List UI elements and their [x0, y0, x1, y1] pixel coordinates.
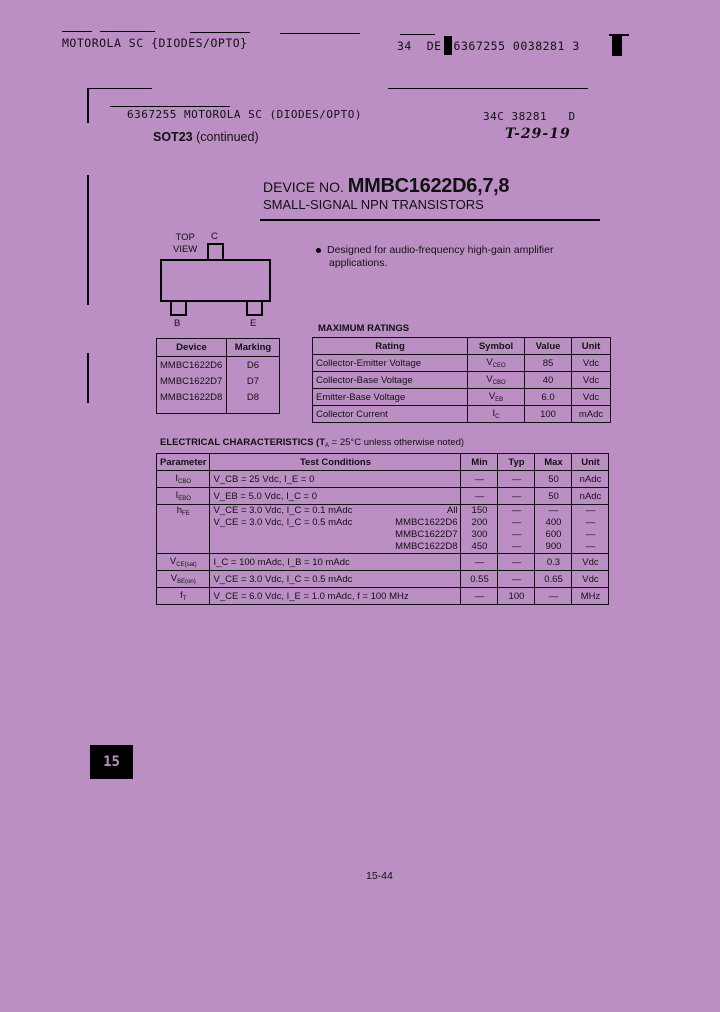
- typ-cell: —: [498, 471, 535, 488]
- registration-bar-icon: [612, 34, 622, 56]
- page-border-left: [87, 175, 89, 305]
- device-subtitle: SMALL-SIGNAL NPN TRANSISTORS: [263, 197, 484, 212]
- param: V: [170, 573, 178, 584]
- symbol-cell: [468, 389, 525, 406]
- scan-header-code: 6367255 0038281 3: [453, 38, 580, 53]
- max-ratings-table: [312, 337, 611, 423]
- base-pin-icon: [170, 301, 187, 316]
- value-cell: 85: [525, 355, 572, 372]
- value-cell: 6.0: [525, 389, 572, 406]
- rating-cell: Collector Current: [313, 406, 468, 423]
- table-row: [313, 372, 611, 389]
- hfe-max: 400: [545, 517, 562, 528]
- header-rule: [110, 106, 230, 107]
- symbol-cell: [468, 355, 525, 372]
- param: I: [175, 473, 179, 484]
- hfe-min: 150: [471, 505, 488, 516]
- hfe-device: MMBC1622D7: [395, 529, 458, 540]
- symbol-sub: EB: [495, 397, 504, 403]
- col-header-conditions: Test Conditions: [210, 454, 461, 471]
- min-cell: —: [461, 471, 498, 488]
- page-border-left: [87, 88, 89, 123]
- unit-cell: Vdc: [572, 372, 611, 389]
- feature-text: Designed for audio-frequency high-gain amplifier: [327, 244, 554, 256]
- device-title: [263, 175, 509, 198]
- marking-cell: D8: [227, 389, 280, 405]
- typ-cell: —: [498, 571, 535, 588]
- scan-header-left: MOTOROLA SC {DIODES/OPTO}: [62, 36, 248, 50]
- param-cell: [157, 571, 210, 588]
- hfe-max: 600: [545, 529, 562, 540]
- value-cell: 100: [525, 406, 572, 423]
- scan-header-prefix: 34 DE: [397, 38, 442, 53]
- hfe-device: MMBC1622D6: [395, 517, 458, 528]
- page-border-top: [388, 88, 588, 89]
- value-cell: 40: [525, 372, 572, 389]
- section-title: [153, 130, 259, 144]
- hfe-min: 450: [471, 541, 488, 552]
- typ-cell: 100: [498, 588, 535, 605]
- hfe-condition-1: V_CE = 3.0 Vdc, I_C = 0.1 mAdc: [213, 505, 353, 516]
- hfe-typ: —: [511, 541, 522, 552]
- title-rule: [260, 219, 600, 221]
- table-row: [157, 357, 280, 374]
- col-header-max: Max: [535, 454, 572, 471]
- condition-cell: [210, 505, 461, 554]
- param-sub: BE(on): [177, 579, 196, 585]
- symbol-cell: [468, 372, 525, 389]
- max-ratings-title: MAXIMUM RATINGS: [318, 323, 410, 334]
- hfe-device: MMBC1622D8: [395, 541, 458, 552]
- scan-rule: [62, 31, 92, 32]
- spacer-cell: [157, 405, 227, 414]
- rating-cell: Collector-Emitter Voltage: [313, 355, 468, 372]
- electrical-title-bold: ELECTRICAL CHARACTERISTICS: [160, 437, 314, 448]
- col-header-rating: Rating: [313, 338, 468, 355]
- top-view-label: [173, 232, 197, 256]
- sot23-package-icon: [160, 259, 271, 302]
- col-header-unit: Unit: [572, 454, 609, 471]
- rating-cell: Emitter-Base Voltage: [313, 389, 468, 406]
- param: V: [169, 556, 177, 567]
- unit-cell: Vdc: [572, 571, 609, 588]
- max-cell: 50: [535, 488, 572, 505]
- table-row: [157, 488, 609, 505]
- unit-cell: MHz: [572, 588, 609, 605]
- bullet-icon: [316, 248, 321, 253]
- table-row: [157, 405, 280, 414]
- electrical-title-paren: (T: [313, 437, 326, 448]
- table-row: [157, 373, 280, 389]
- condition-cell: V_CE = 6.0 Vdc, I_E = 1.0 mAdc, f = 100 MHz: [210, 588, 461, 605]
- param-sub: CE(sat): [176, 562, 197, 568]
- symbol: V: [488, 391, 496, 402]
- page-number: 15-44: [366, 870, 393, 882]
- param-cell: [157, 588, 210, 605]
- unit-cell: Vdc: [572, 389, 611, 406]
- param-sub: CBO: [178, 479, 192, 485]
- max-cell: [535, 505, 572, 554]
- unit-cell: nAdc: [572, 471, 609, 488]
- hfe-min: 200: [471, 517, 488, 528]
- hfe-unit: —: [585, 505, 596, 516]
- col-header-marking: Marking: [227, 339, 280, 357]
- page-section-tab: 15: [90, 745, 133, 779]
- section-title-rest: (continued): [192, 130, 259, 144]
- device-cell: MMBC1622D7: [157, 373, 227, 389]
- hfe-min: 300: [471, 529, 488, 540]
- typ-cell: —: [498, 488, 535, 505]
- param-sub: EBO: [178, 496, 191, 502]
- param: f: [180, 590, 183, 601]
- scan-rule: [400, 34, 435, 35]
- max-cell: 0.3: [535, 554, 572, 571]
- symbol: V: [486, 357, 493, 368]
- hfe-unit: —: [585, 517, 596, 528]
- registration-mark-icon: [444, 36, 452, 55]
- hfe-typ: —: [511, 529, 522, 540]
- scan-header-right: [397, 36, 580, 55]
- marking-cell: D7: [227, 373, 280, 389]
- table-row: [157, 389, 280, 405]
- min-cell: —: [461, 554, 498, 571]
- symbol-sub: CEO: [492, 363, 506, 369]
- page-header-left: 6367255 MOTOROLA SC (DIODES/OPTO): [127, 108, 363, 121]
- table-row: [157, 571, 609, 588]
- device-prefix: DEVICE NO.: [263, 179, 348, 195]
- condition-cell: V_CE = 3.0 Vdc, I_C = 0.5 mAdc: [210, 571, 461, 588]
- table-row: [157, 554, 609, 571]
- table-row: [313, 389, 611, 406]
- hfe-unit: —: [585, 529, 596, 540]
- electrical-table: [156, 453, 609, 605]
- typ-cell: —: [498, 554, 535, 571]
- pin-e-label: E: [250, 318, 257, 329]
- electrical-title-end: = 25°C unless otherwise noted): [329, 437, 465, 448]
- feature-text-cont: applications.: [329, 257, 388, 269]
- feature-bullet: [316, 244, 576, 270]
- table-row-hfe: [157, 505, 609, 554]
- emitter-pin-icon: [246, 301, 263, 316]
- hfe-unit: —: [585, 541, 596, 552]
- param-cell: [157, 471, 210, 488]
- col-header-symbol: Symbol: [468, 338, 525, 355]
- hfe-max: 900: [545, 541, 562, 552]
- symbol-cell: [468, 406, 525, 423]
- table-row: [157, 471, 609, 488]
- table-row: [313, 406, 611, 423]
- unit-cell: mAdc: [572, 406, 611, 423]
- marking-table: [156, 338, 280, 414]
- min-cell: 0.55: [461, 571, 498, 588]
- pin-b-label: B: [174, 318, 181, 329]
- collector-pin-icon: [207, 243, 224, 260]
- page-header-right: 34C 38281 D: [483, 110, 576, 123]
- top-label: TOP: [175, 232, 195, 243]
- marking-cell: D6: [227, 357, 280, 374]
- col-header-device: Device: [157, 339, 227, 357]
- hfe-typ: —: [511, 517, 522, 528]
- hfe-max: —: [548, 505, 559, 516]
- handwritten-note: T-29-19: [505, 126, 571, 142]
- table-row: [313, 355, 611, 372]
- param: h: [176, 505, 183, 516]
- scan-rule: [280, 33, 360, 34]
- scan-rule: [190, 32, 250, 33]
- condition-cell: V_CB = 25 Vdc, I_E = 0: [210, 471, 461, 488]
- param-sub: T: [182, 596, 187, 602]
- device-cell: MMBC1622D6: [157, 357, 227, 374]
- scan-rule: [100, 31, 155, 32]
- col-header-unit: Unit: [572, 338, 611, 355]
- unit-cell: nAdc: [572, 488, 609, 505]
- param-cell: [157, 488, 210, 505]
- pin-c-label: C: [211, 231, 218, 242]
- electrical-title-sub: A: [325, 443, 330, 449]
- page-border-left: [87, 353, 89, 403]
- table-row: [157, 588, 609, 605]
- symbol: I: [492, 408, 496, 419]
- hfe-typ: —: [511, 505, 522, 516]
- electrical-title: [160, 437, 464, 449]
- max-cell: —: [535, 588, 572, 605]
- spacer-cell: [227, 405, 280, 414]
- min-cell: —: [461, 488, 498, 505]
- section-title-bold: SOT23: [153, 130, 193, 144]
- page-border-top: [87, 88, 152, 89]
- hfe-device: All: [446, 505, 458, 516]
- hfe-condition-2: V_CE = 3.0 Vdc, I_C = 0.5 mAdc: [213, 517, 353, 528]
- symbol: V: [486, 374, 493, 385]
- col-header-parameter: Parameter: [157, 454, 210, 471]
- param-sub: FE: [182, 511, 190, 517]
- unit-cell: [572, 505, 609, 554]
- condition-cell: I_C = 100 mAdc, I_B = 10 mAdc: [210, 554, 461, 571]
- param-cell: [157, 505, 210, 554]
- rating-cell: Collector-Base Voltage: [313, 372, 468, 389]
- view-label: VIEW: [173, 244, 198, 255]
- param: I: [175, 490, 179, 501]
- min-cell: —: [461, 588, 498, 605]
- max-cell: 50: [535, 471, 572, 488]
- min-cell: [461, 505, 498, 554]
- condition-cell: V_EB = 5.0 Vdc, I_C = 0: [210, 488, 461, 505]
- symbol-sub: C: [495, 414, 500, 420]
- param-cell: [157, 554, 210, 571]
- device-number: MMBC1622D6,7,8: [347, 175, 510, 197]
- max-cell: 0.65: [535, 571, 572, 588]
- col-header-value: Value: [525, 338, 572, 355]
- typ-cell: [498, 505, 535, 554]
- unit-cell: Vdc: [572, 554, 609, 571]
- device-cell: MMBC1622D8: [157, 389, 227, 405]
- symbol-sub: CBO: [492, 380, 506, 386]
- col-header-min: Min: [461, 454, 498, 471]
- col-header-typ: Typ: [498, 454, 535, 471]
- unit-cell: Vdc: [572, 355, 611, 372]
